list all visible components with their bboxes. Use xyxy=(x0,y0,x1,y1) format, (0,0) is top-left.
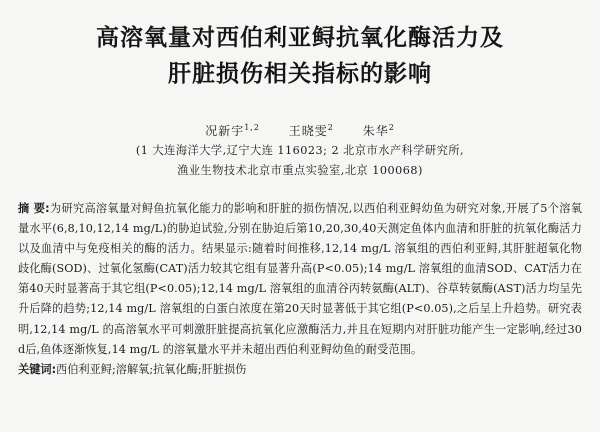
abstract-label: 摘 要: xyxy=(18,202,50,215)
keywords xyxy=(18,360,582,380)
author-list xyxy=(18,120,582,139)
author-1 xyxy=(205,120,260,139)
abstract-text: 为研究高溶氧量对鲟鱼抗氧化能力的影响和肝脏的损伤情况,以西伯利亚鲟幼鱼为研究对象,开展了5个溶氧量水平(6,8,10,12,14 mg/L)的胁迫试验,分别在胁迫后第10,20,30,40天测定鱼体内血清和肝脏的抗氧化酶活力以及血清中与免疫相关的酶的活力。结果显示:随着时间推移,12,14 mg/L 溶氧组的西伯利亚鲟,其肝脏超氧化物歧化酶(SOD)、过氧化氢酶(CAT)活力较其它组有显著升高(P<0.05);14 mg/L 溶氧组的血清SOD、CAT活力在第40天时显著高于其它组(P<0.05);12,14 mg/L 溶氧组的血清谷丙转氨酶(ALT)、谷草转氨酶(AST)活力均呈先升后降的趋势;12,14 mg/L 溶氧组的白蛋白浓度在第20天时显著低于其它组(P<0.05),之后呈上升趋势。研究表明,12,14 mg/L 的高溶氧水平可刺激肝脏提高抗氧化应激酶活力,并且在短期内对肝脏功能产生一定影响,经过30 d后,鱼体逐渐恢复,14 mg/L 的溶氧量水平并未超出西伯利亚鲟幼鱼的耐受范围。 xyxy=(18,202,582,356)
keywords-label: 关键词: xyxy=(18,362,57,376)
paper-title xyxy=(18,20,582,92)
author-3 xyxy=(363,120,395,139)
keywords-text: 西伯利亚鲟;溶解氧;抗氧化酶;肝脏损伤 xyxy=(56,362,247,376)
author-name: 王晓雯 xyxy=(288,124,328,138)
author-2 xyxy=(289,120,334,139)
affiliation-line-2: 渔业生物技术北京市重点实验室,北京 100068) xyxy=(177,164,423,177)
affiliations xyxy=(18,141,582,181)
title-line-2: 肝脏损伤相关指标的影响 xyxy=(168,61,432,87)
affiliation-line-1: (1 大连海洋大学,辽宁大连 116023; 2 北京市水产科学研究所, xyxy=(135,144,465,157)
author-name: 况新宇 xyxy=(205,124,245,138)
author-affil-mark: 1,2 xyxy=(244,123,260,132)
title-line-1: 高溶氧量对西伯利亚鲟抗氧化酶活力及 xyxy=(96,25,504,51)
author-affil-mark: 2 xyxy=(388,123,395,132)
author-name: 朱华 xyxy=(362,124,389,138)
author-affil-mark: 2 xyxy=(327,123,334,132)
abstract xyxy=(18,199,582,360)
